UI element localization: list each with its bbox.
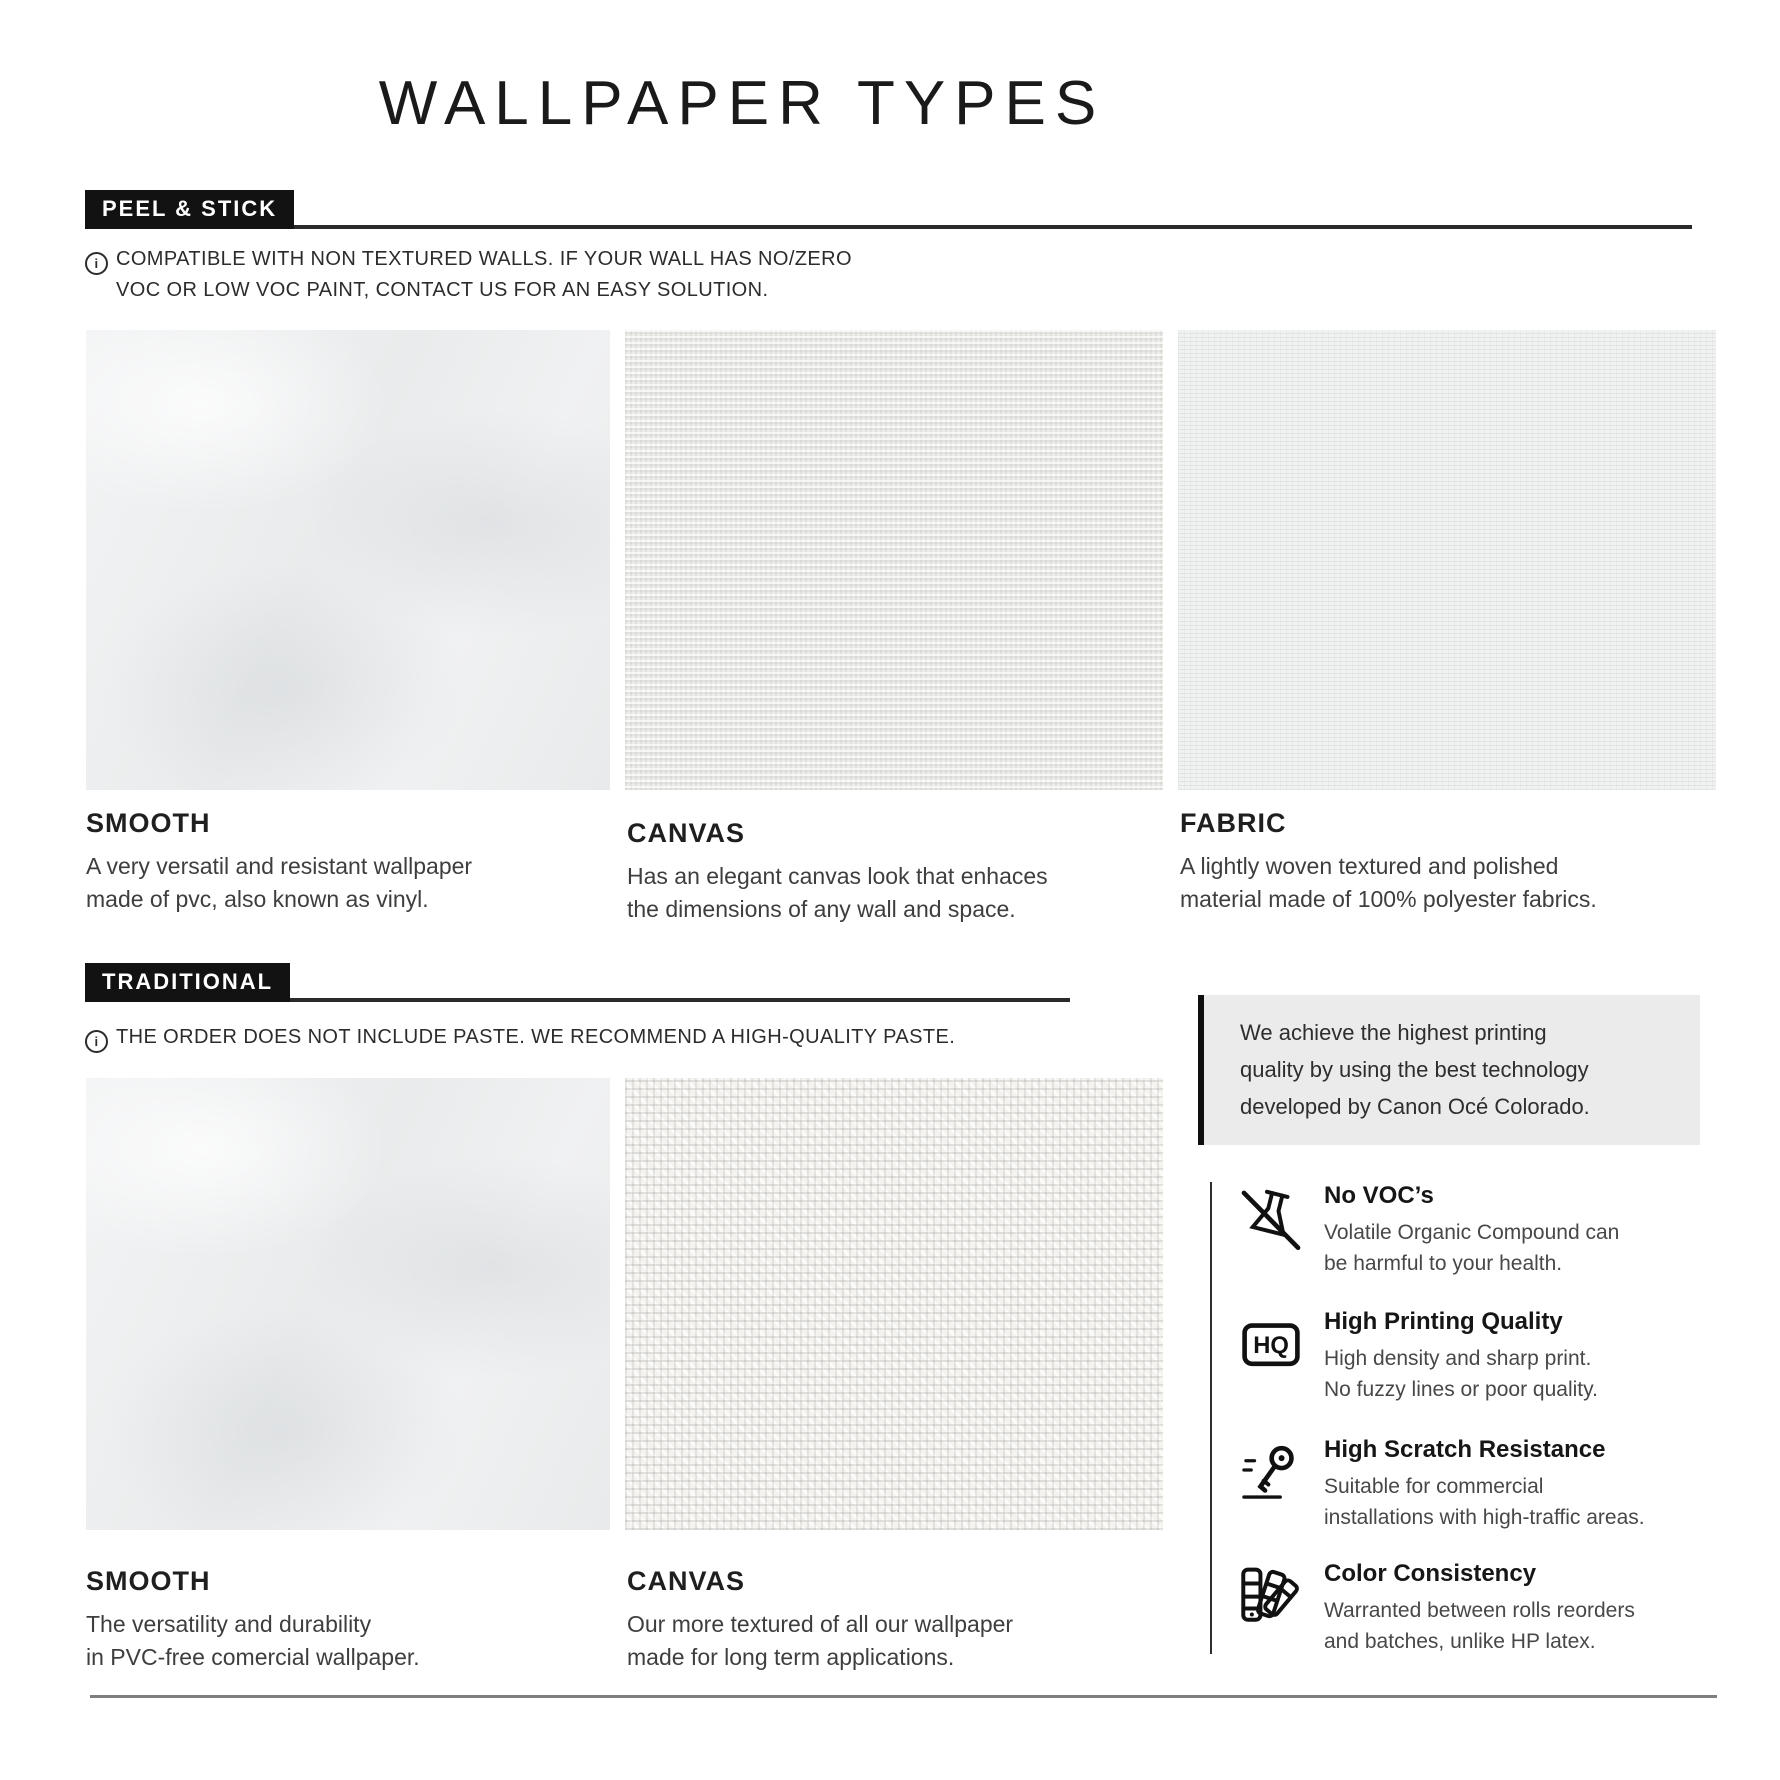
hq-badge-text: HQ <box>1253 1332 1289 1360</box>
caption-title: SMOOTH <box>86 808 211 838</box>
feature-desc-line2: be harmful to your health. <box>1324 1252 1563 1275</box>
caption-title: SMOOTH <box>86 1566 211 1596</box>
caption-desc-line1: Our more textured of all our wallpaper <box>627 1611 1014 1637</box>
feature-desc-line2: and batches, unlike HP latex. <box>1324 1630 1596 1653</box>
printing-quality-callout <box>1198 995 1700 1145</box>
caption-peel-stick-smooth <box>86 808 472 916</box>
page-title: WALLPAPER TYPES <box>378 69 1106 138</box>
scratch-key-icon <box>1238 1436 1304 1512</box>
traditional-canvas-texture-sample <box>625 1078 1163 1530</box>
traditional-smooth-texture-sample <box>86 1078 610 1530</box>
note-peel-stick-line1 <box>85 244 852 275</box>
note-peel-stick-line2: VOC OR LOW VOC PAINT, CONTACT US FOR AN EASY SOLUTION. <box>116 279 769 301</box>
feature-text <box>1324 1434 1645 1533</box>
feature-desc-line1: Suitable for commercial <box>1324 1475 1544 1498</box>
section-header-traditional <box>85 963 1070 1002</box>
note-traditional <box>85 1022 955 1053</box>
caption-desc-line1: The versatility and durability <box>86 1611 372 1637</box>
caption-desc-line2: material made of 100% polyester fabrics. <box>1180 886 1597 912</box>
caption-title: FABRIC <box>1180 808 1287 838</box>
section-label-traditional: TRADITIONAL <box>85 963 290 1002</box>
caption-peel-stick-fabric <box>1180 808 1597 916</box>
info-icon: i <box>85 252 108 275</box>
info-icon: i <box>85 1030 108 1053</box>
feature-title: No VOC’s <box>1324 1182 1434 1209</box>
feature-desc-line2: installations with high-traffic areas. <box>1324 1506 1645 1529</box>
peel-stick-canvas-texture-sample <box>625 330 1163 790</box>
caption-desc-line1: Has an elegant canvas look that enhaces <box>627 863 1048 889</box>
peel-stick-smooth-texture-sample <box>86 330 610 790</box>
feature-desc-line1: High density and sharp print. <box>1324 1347 1592 1370</box>
feature-color-consistency <box>1238 1558 1718 1657</box>
note-peel-stick <box>85 244 852 305</box>
feature-title: High Scratch Resistance <box>1324 1436 1606 1463</box>
caption-peel-stick-canvas <box>627 818 1048 926</box>
quality-line1: We achieve the highest printing <box>1240 1020 1547 1045</box>
section-rule-traditional <box>290 998 1070 1002</box>
feature-desc-line1: Volatile Organic Compound can <box>1324 1221 1620 1244</box>
caption-desc-line2: made of pvc, also known as vinyl. <box>86 886 429 912</box>
caption-desc-line2: made for long term applications. <box>627 1644 955 1670</box>
quality-line2: quality by using the best technology <box>1240 1057 1589 1082</box>
color-swatch-icon <box>1238 1560 1304 1636</box>
hq-badge-icon <box>1238 1308 1304 1384</box>
caption-traditional-canvas <box>627 1566 1013 1674</box>
note-traditional-line1 <box>85 1022 955 1053</box>
feature-no-voc <box>1238 1180 1718 1279</box>
no-voc-flask-icon <box>1238 1182 1304 1258</box>
quality-line3: developed by Canon Océ Colorado. <box>1240 1094 1590 1119</box>
feature-text <box>1324 1180 1619 1279</box>
feature-text <box>1324 1558 1635 1657</box>
feature-desc-line2: No fuzzy lines or poor quality. <box>1324 1378 1598 1401</box>
caption-desc-line2: in PVC-free comercial wallpaper. <box>86 1644 420 1670</box>
feature-title: Color Consistency <box>1324 1560 1537 1587</box>
bottom-divider-line <box>90 1695 1717 1698</box>
note-text: COMPATIBLE WITH NON TEXTURED WALLS. IF YOUR WALL HAS NO/ZERO <box>116 248 852 270</box>
feature-high-scratch-resistance <box>1238 1434 1718 1533</box>
caption-title: CANVAS <box>627 818 746 848</box>
note-text: THE ORDER DOES NOT INCLUDE PASTE. WE RECOMMEND A HIGH-QUALITY PASTE. <box>116 1026 956 1048</box>
caption-traditional-smooth <box>86 1566 420 1674</box>
caption-desc-line1: A lightly woven textured and polished <box>1180 853 1559 879</box>
caption-desc-line1: A very versatil and resistant wallpaper <box>86 853 473 879</box>
caption-title: CANVAS <box>627 1566 746 1596</box>
peel-stick-fabric-texture-sample <box>1178 330 1716 790</box>
section-header-peel-stick <box>85 190 1692 229</box>
section-rule-peel-stick <box>294 225 1692 229</box>
feature-high-printing-quality <box>1238 1306 1718 1405</box>
feature-desc-line1: Warranted between rolls reorders <box>1324 1599 1635 1622</box>
feature-text <box>1324 1306 1598 1405</box>
caption-desc-line2: the dimensions of any wall and space. <box>627 896 1016 922</box>
section-label-peel-stick: PEEL & STICK <box>85 190 294 229</box>
features-divider-line <box>1210 1182 1212 1654</box>
feature-title: High Printing Quality <box>1324 1308 1563 1335</box>
